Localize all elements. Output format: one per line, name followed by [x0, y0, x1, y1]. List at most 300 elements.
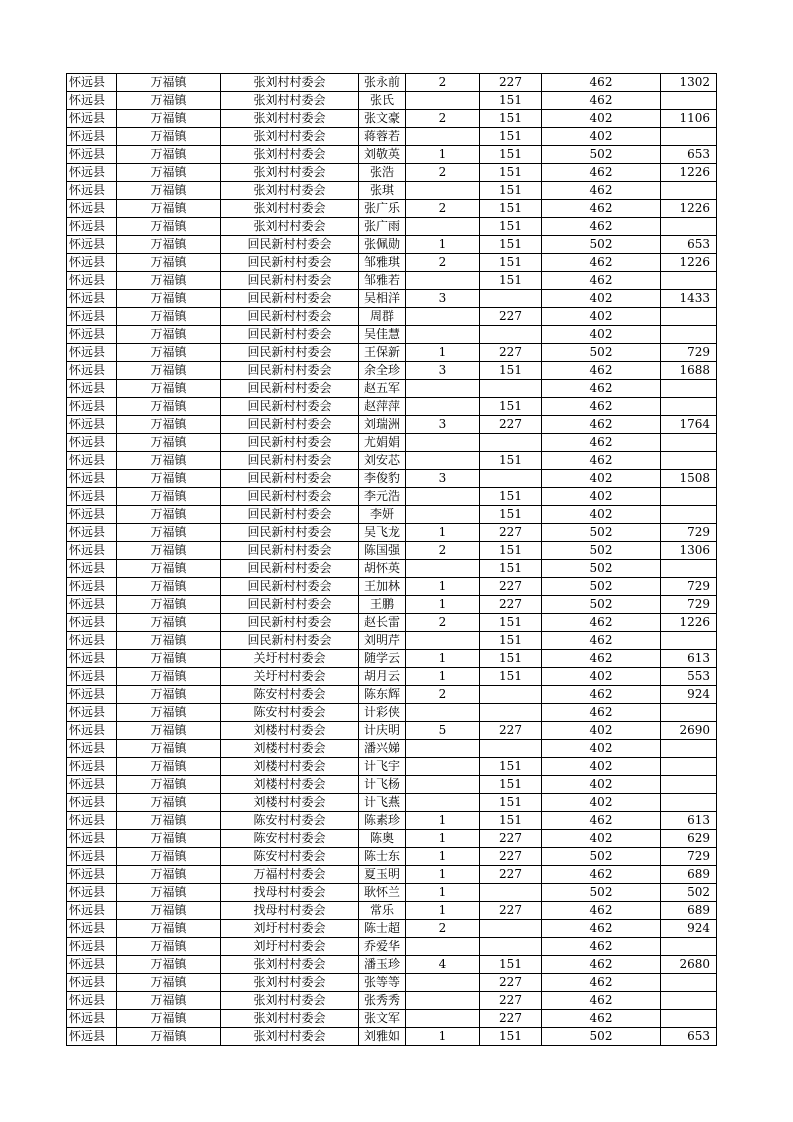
total-cell — [661, 488, 717, 506]
amount-b-cell: 462 — [542, 200, 661, 218]
count-cell — [406, 326, 480, 344]
count-cell: 1 — [406, 866, 480, 884]
town-cell: 万福镇 — [117, 686, 221, 704]
name-cell: 张文豪 — [359, 110, 406, 128]
table-row — [67, 326, 717, 344]
amount-b-cell: 502 — [542, 146, 661, 164]
table-row — [67, 614, 717, 632]
town-cell: 万福镇 — [117, 146, 221, 164]
county-cell: 怀远县 — [67, 362, 117, 380]
amount-a-cell: 151 — [480, 164, 542, 182]
count-cell — [406, 308, 480, 326]
town-cell: 万福镇 — [117, 596, 221, 614]
name-cell: 计飞宇 — [359, 758, 406, 776]
count-cell — [406, 506, 480, 524]
name-cell: 蒋蓉若 — [359, 128, 406, 146]
name-cell: 张永前 — [359, 74, 406, 92]
county-cell: 怀远县 — [67, 218, 117, 236]
name-cell: 尤娟娟 — [359, 434, 406, 452]
table-row — [67, 218, 717, 236]
total-cell — [661, 938, 717, 956]
county-cell: 怀远县 — [67, 488, 117, 506]
amount-b-cell: 462 — [542, 164, 661, 182]
village-committee-cell: 张刘村村委会 — [221, 146, 359, 164]
table-row — [67, 452, 717, 470]
table-row — [67, 992, 717, 1010]
town-cell: 万福镇 — [117, 416, 221, 434]
name-cell: 赵长雷 — [359, 614, 406, 632]
village-committee-cell: 回民新村村委会 — [221, 380, 359, 398]
count-cell: 1 — [406, 812, 480, 830]
village-committee-cell: 回民新村村委会 — [221, 434, 359, 452]
count-cell: 3 — [406, 290, 480, 308]
county-cell: 怀远县 — [67, 974, 117, 992]
name-cell: 刘敬英 — [359, 146, 406, 164]
town-cell: 万福镇 — [117, 236, 221, 254]
town-cell: 万福镇 — [117, 182, 221, 200]
amount-b-cell: 462 — [542, 632, 661, 650]
table-row — [67, 290, 717, 308]
town-cell: 万福镇 — [117, 110, 221, 128]
amount-a-cell — [480, 290, 542, 308]
town-cell: 万福镇 — [117, 308, 221, 326]
amount-b-cell: 502 — [542, 542, 661, 560]
name-cell: 潘玉珍 — [359, 956, 406, 974]
table-row — [67, 812, 717, 830]
amount-a-cell: 151 — [480, 812, 542, 830]
county-cell: 怀远县 — [67, 452, 117, 470]
village-committee-cell: 陈安村村委会 — [221, 686, 359, 704]
total-cell: 1508 — [661, 470, 717, 488]
village-committee-cell: 回民新村村委会 — [221, 560, 359, 578]
amount-b-cell: 462 — [542, 398, 661, 416]
total-cell — [661, 1010, 717, 1028]
count-cell — [406, 488, 480, 506]
name-cell: 陈国强 — [359, 542, 406, 560]
town-cell: 万福镇 — [117, 254, 221, 272]
county-cell: 怀远县 — [67, 200, 117, 218]
village-committee-cell: 陈安村村委会 — [221, 848, 359, 866]
table-row — [67, 560, 717, 578]
amount-b-cell: 502 — [542, 560, 661, 578]
table-row — [67, 668, 717, 686]
count-cell: 2 — [406, 110, 480, 128]
total-cell: 1688 — [661, 362, 717, 380]
town-cell: 万福镇 — [117, 488, 221, 506]
total-cell: 502 — [661, 884, 717, 902]
table-row — [67, 776, 717, 794]
count-cell: 1 — [406, 146, 480, 164]
village-committee-cell: 刘楼村村委会 — [221, 758, 359, 776]
amount-b-cell: 462 — [542, 938, 661, 956]
village-committee-cell: 张刘村村委会 — [221, 200, 359, 218]
village-committee-cell: 张刘村村委会 — [221, 164, 359, 182]
name-cell: 胡怀英 — [359, 560, 406, 578]
total-cell: 553 — [661, 668, 717, 686]
amount-b-cell: 402 — [542, 830, 661, 848]
count-cell: 2 — [406, 920, 480, 938]
table-row — [67, 146, 717, 164]
total-cell: 924 — [661, 686, 717, 704]
town-cell: 万福镇 — [117, 92, 221, 110]
town-cell: 万福镇 — [117, 380, 221, 398]
amount-a-cell — [480, 704, 542, 722]
total-cell: 1226 — [661, 164, 717, 182]
town-cell: 万福镇 — [117, 164, 221, 182]
total-cell — [661, 218, 717, 236]
town-cell: 万福镇 — [117, 1028, 221, 1046]
town-cell: 万福镇 — [117, 290, 221, 308]
amount-a-cell: 151 — [480, 218, 542, 236]
amount-b-cell: 502 — [542, 884, 661, 902]
amount-a-cell: 151 — [480, 236, 542, 254]
town-cell: 万福镇 — [117, 398, 221, 416]
table-row — [67, 92, 717, 110]
village-committee-cell: 找母村村委会 — [221, 884, 359, 902]
name-cell: 刘安芯 — [359, 452, 406, 470]
total-cell: 653 — [661, 146, 717, 164]
county-cell: 怀远县 — [67, 326, 117, 344]
total-cell: 613 — [661, 650, 717, 668]
count-cell: 2 — [406, 254, 480, 272]
total-cell: 729 — [661, 344, 717, 362]
amount-a-cell: 227 — [480, 416, 542, 434]
table-row — [67, 254, 717, 272]
amount-b-cell: 462 — [542, 380, 661, 398]
count-cell: 2 — [406, 74, 480, 92]
total-cell: 729 — [661, 848, 717, 866]
name-cell: 张氏 — [359, 92, 406, 110]
total-cell: 729 — [661, 578, 717, 596]
amount-b-cell: 462 — [542, 956, 661, 974]
table-row — [67, 758, 717, 776]
count-cell: 1 — [406, 650, 480, 668]
table-row — [67, 578, 717, 596]
county-cell: 怀远县 — [67, 956, 117, 974]
town-cell: 万福镇 — [117, 470, 221, 488]
total-cell: 1433 — [661, 290, 717, 308]
amount-a-cell: 151 — [480, 614, 542, 632]
amount-b-cell: 502 — [542, 578, 661, 596]
village-committee-cell: 回民新村村委会 — [221, 326, 359, 344]
amount-b-cell: 402 — [542, 740, 661, 758]
name-cell: 赵萍萍 — [359, 398, 406, 416]
town-cell: 万福镇 — [117, 614, 221, 632]
table-row — [67, 506, 717, 524]
total-cell — [661, 326, 717, 344]
table-row — [67, 596, 717, 614]
amount-b-cell: 402 — [542, 488, 661, 506]
village-committee-cell: 刘楼村村委会 — [221, 722, 359, 740]
amount-b-cell: 402 — [542, 470, 661, 488]
name-cell: 潘兴娣 — [359, 740, 406, 758]
total-cell — [661, 794, 717, 812]
amount-b-cell: 462 — [542, 992, 661, 1010]
table-row — [67, 794, 717, 812]
town-cell: 万福镇 — [117, 920, 221, 938]
count-cell — [406, 758, 480, 776]
total-cell: 629 — [661, 830, 717, 848]
name-cell: 邹雅琪 — [359, 254, 406, 272]
count-cell: 2 — [406, 614, 480, 632]
village-committee-cell: 张刘村村委会 — [221, 74, 359, 92]
amount-b-cell: 462 — [542, 218, 661, 236]
name-cell: 刘明芹 — [359, 632, 406, 650]
amount-a-cell — [480, 434, 542, 452]
count-cell — [406, 632, 480, 650]
total-cell: 1226 — [661, 254, 717, 272]
town-cell: 万福镇 — [117, 902, 221, 920]
table-row — [67, 74, 717, 92]
amount-a-cell: 151 — [480, 650, 542, 668]
name-cell: 王鹏 — [359, 596, 406, 614]
count-cell: 2 — [406, 542, 480, 560]
table-row — [67, 344, 717, 362]
town-cell: 万福镇 — [117, 758, 221, 776]
town-cell: 万福镇 — [117, 812, 221, 830]
amount-b-cell: 462 — [542, 902, 661, 920]
total-cell: 1764 — [661, 416, 717, 434]
village-committee-cell: 回民新村村委会 — [221, 254, 359, 272]
county-cell: 怀远县 — [67, 434, 117, 452]
county-cell: 怀远县 — [67, 1028, 117, 1046]
name-cell: 乔爱华 — [359, 938, 406, 956]
table-row — [67, 470, 717, 488]
amount-a-cell: 227 — [480, 1010, 542, 1028]
county-cell: 怀远县 — [67, 668, 117, 686]
table-row — [67, 740, 717, 758]
count-cell — [406, 974, 480, 992]
amount-b-cell: 402 — [542, 758, 661, 776]
amount-a-cell: 227 — [480, 974, 542, 992]
amount-a-cell: 151 — [480, 200, 542, 218]
table-row — [67, 236, 717, 254]
count-cell: 2 — [406, 686, 480, 704]
amount-b-cell: 502 — [542, 1028, 661, 1046]
county-cell: 怀远县 — [67, 776, 117, 794]
table-row — [67, 830, 717, 848]
name-cell: 耿怀兰 — [359, 884, 406, 902]
village-committee-cell: 陈安村村委会 — [221, 830, 359, 848]
amount-a-cell: 227 — [480, 848, 542, 866]
county-cell: 怀远县 — [67, 542, 117, 560]
amount-a-cell: 151 — [480, 506, 542, 524]
village-committee-cell: 回民新村村委会 — [221, 362, 359, 380]
town-cell: 万福镇 — [117, 722, 221, 740]
total-cell: 1226 — [661, 200, 717, 218]
total-cell: 1106 — [661, 110, 717, 128]
amount-b-cell: 462 — [542, 452, 661, 470]
name-cell: 刘雅如 — [359, 1028, 406, 1046]
village-committee-cell: 刘圩村村委会 — [221, 920, 359, 938]
table-row — [67, 920, 717, 938]
amount-a-cell: 151 — [480, 182, 542, 200]
village-committee-cell: 回民新村村委会 — [221, 632, 359, 650]
village-committee-cell: 回民新村村委会 — [221, 344, 359, 362]
county-cell: 怀远县 — [67, 110, 117, 128]
village-committee-cell: 张刘村村委会 — [221, 182, 359, 200]
village-committee-cell: 张刘村村委会 — [221, 992, 359, 1010]
table-row — [67, 488, 717, 506]
village-committee-cell: 陈安村村委会 — [221, 812, 359, 830]
table-row — [67, 182, 717, 200]
town-cell: 万福镇 — [117, 560, 221, 578]
total-cell: 613 — [661, 812, 717, 830]
amount-b-cell: 462 — [542, 434, 661, 452]
amount-b-cell: 462 — [542, 182, 661, 200]
county-cell: 怀远县 — [67, 794, 117, 812]
total-cell — [661, 632, 717, 650]
amount-b-cell: 502 — [542, 344, 661, 362]
total-cell — [661, 398, 717, 416]
amount-b-cell: 502 — [542, 236, 661, 254]
county-cell: 怀远县 — [67, 506, 117, 524]
count-cell: 3 — [406, 416, 480, 434]
name-cell: 李俊豹 — [359, 470, 406, 488]
name-cell: 张等等 — [359, 974, 406, 992]
table-row — [67, 938, 717, 956]
amount-b-cell: 462 — [542, 92, 661, 110]
village-committee-cell: 刘圩村村委会 — [221, 938, 359, 956]
total-cell: 2690 — [661, 722, 717, 740]
name-cell: 余全珍 — [359, 362, 406, 380]
county-cell: 怀远县 — [67, 578, 117, 596]
amount-a-cell: 151 — [480, 758, 542, 776]
total-cell — [661, 776, 717, 794]
total-cell: 653 — [661, 1028, 717, 1046]
total-cell — [661, 704, 717, 722]
town-cell: 万福镇 — [117, 434, 221, 452]
total-cell — [661, 560, 717, 578]
county-cell: 怀远县 — [67, 128, 117, 146]
count-cell — [406, 560, 480, 578]
name-cell: 陈士超 — [359, 920, 406, 938]
amount-b-cell: 462 — [542, 1010, 661, 1028]
total-cell — [661, 380, 717, 398]
village-committee-cell: 回民新村村委会 — [221, 272, 359, 290]
name-cell: 张秀秀 — [359, 992, 406, 1010]
count-cell: 2 — [406, 164, 480, 182]
county-cell: 怀远县 — [67, 812, 117, 830]
name-cell: 胡月云 — [359, 668, 406, 686]
name-cell: 李妍 — [359, 506, 406, 524]
table-body — [67, 74, 717, 1046]
village-committee-cell: 张刘村村委会 — [221, 956, 359, 974]
amount-b-cell: 462 — [542, 362, 661, 380]
amount-a-cell: 151 — [480, 92, 542, 110]
amount-b-cell: 402 — [542, 506, 661, 524]
count-cell: 1 — [406, 830, 480, 848]
amount-b-cell: 462 — [542, 704, 661, 722]
village-committee-cell: 回民新村村委会 — [221, 398, 359, 416]
amount-b-cell: 462 — [542, 416, 661, 434]
count-cell: 1 — [406, 668, 480, 686]
name-cell: 王保新 — [359, 344, 406, 362]
name-cell: 李元浩 — [359, 488, 406, 506]
name-cell: 张广雨 — [359, 218, 406, 236]
count-cell — [406, 380, 480, 398]
count-cell: 1 — [406, 236, 480, 254]
count-cell — [406, 92, 480, 110]
name-cell: 张佩勋 — [359, 236, 406, 254]
village-committee-cell: 张刘村村委会 — [221, 218, 359, 236]
total-cell: 689 — [661, 902, 717, 920]
total-cell: 2680 — [661, 956, 717, 974]
total-cell — [661, 182, 717, 200]
amount-b-cell: 462 — [542, 974, 661, 992]
total-cell — [661, 758, 717, 776]
table-row — [67, 866, 717, 884]
county-cell: 怀远县 — [67, 92, 117, 110]
county-cell: 怀远县 — [67, 290, 117, 308]
table-row — [67, 362, 717, 380]
town-cell: 万福镇 — [117, 632, 221, 650]
count-cell: 1 — [406, 344, 480, 362]
town-cell: 万福镇 — [117, 884, 221, 902]
town-cell: 万福镇 — [117, 1010, 221, 1028]
village-committee-cell: 张刘村村委会 — [221, 92, 359, 110]
county-cell: 怀远县 — [67, 1010, 117, 1028]
name-cell: 张浩 — [359, 164, 406, 182]
village-committee-cell: 张刘村村委会 — [221, 974, 359, 992]
table-row — [67, 704, 717, 722]
amount-a-cell: 151 — [480, 560, 542, 578]
name-cell: 张文军 — [359, 1010, 406, 1028]
village-committee-cell: 回民新村村委会 — [221, 470, 359, 488]
count-cell — [406, 128, 480, 146]
amount-a-cell: 151 — [480, 146, 542, 164]
amount-a-cell: 151 — [480, 362, 542, 380]
amount-a-cell: 227 — [480, 596, 542, 614]
county-cell: 怀远县 — [67, 650, 117, 668]
total-cell — [661, 308, 717, 326]
amount-a-cell: 227 — [480, 578, 542, 596]
table-row — [67, 110, 717, 128]
town-cell: 万福镇 — [117, 578, 221, 596]
amount-b-cell: 462 — [542, 866, 661, 884]
table-row — [67, 164, 717, 182]
amount-b-cell: 402 — [542, 326, 661, 344]
town-cell: 万福镇 — [117, 866, 221, 884]
county-cell: 怀远县 — [67, 74, 117, 92]
total-cell — [661, 740, 717, 758]
count-cell — [406, 452, 480, 470]
amount-a-cell: 227 — [480, 308, 542, 326]
amount-b-cell: 462 — [542, 920, 661, 938]
count-cell: 1 — [406, 524, 480, 542]
total-cell — [661, 128, 717, 146]
name-cell: 赵五军 — [359, 380, 406, 398]
table-row — [67, 416, 717, 434]
count-cell — [406, 1010, 480, 1028]
table-row — [67, 128, 717, 146]
village-committee-cell: 回民新村村委会 — [221, 308, 359, 326]
village-committee-cell: 万福村村委会 — [221, 866, 359, 884]
amount-a-cell — [480, 380, 542, 398]
count-cell: 1 — [406, 848, 480, 866]
table-row — [67, 200, 717, 218]
town-cell: 万福镇 — [117, 740, 221, 758]
county-cell: 怀远县 — [67, 596, 117, 614]
village-committee-cell: 回民新村村委会 — [221, 524, 359, 542]
amount-a-cell: 227 — [480, 74, 542, 92]
county-cell: 怀远县 — [67, 830, 117, 848]
total-cell: 729 — [661, 524, 717, 542]
village-committee-cell: 张刘村村委会 — [221, 110, 359, 128]
amount-a-cell: 151 — [480, 110, 542, 128]
amount-a-cell: 151 — [480, 254, 542, 272]
amount-a-cell: 227 — [480, 992, 542, 1010]
